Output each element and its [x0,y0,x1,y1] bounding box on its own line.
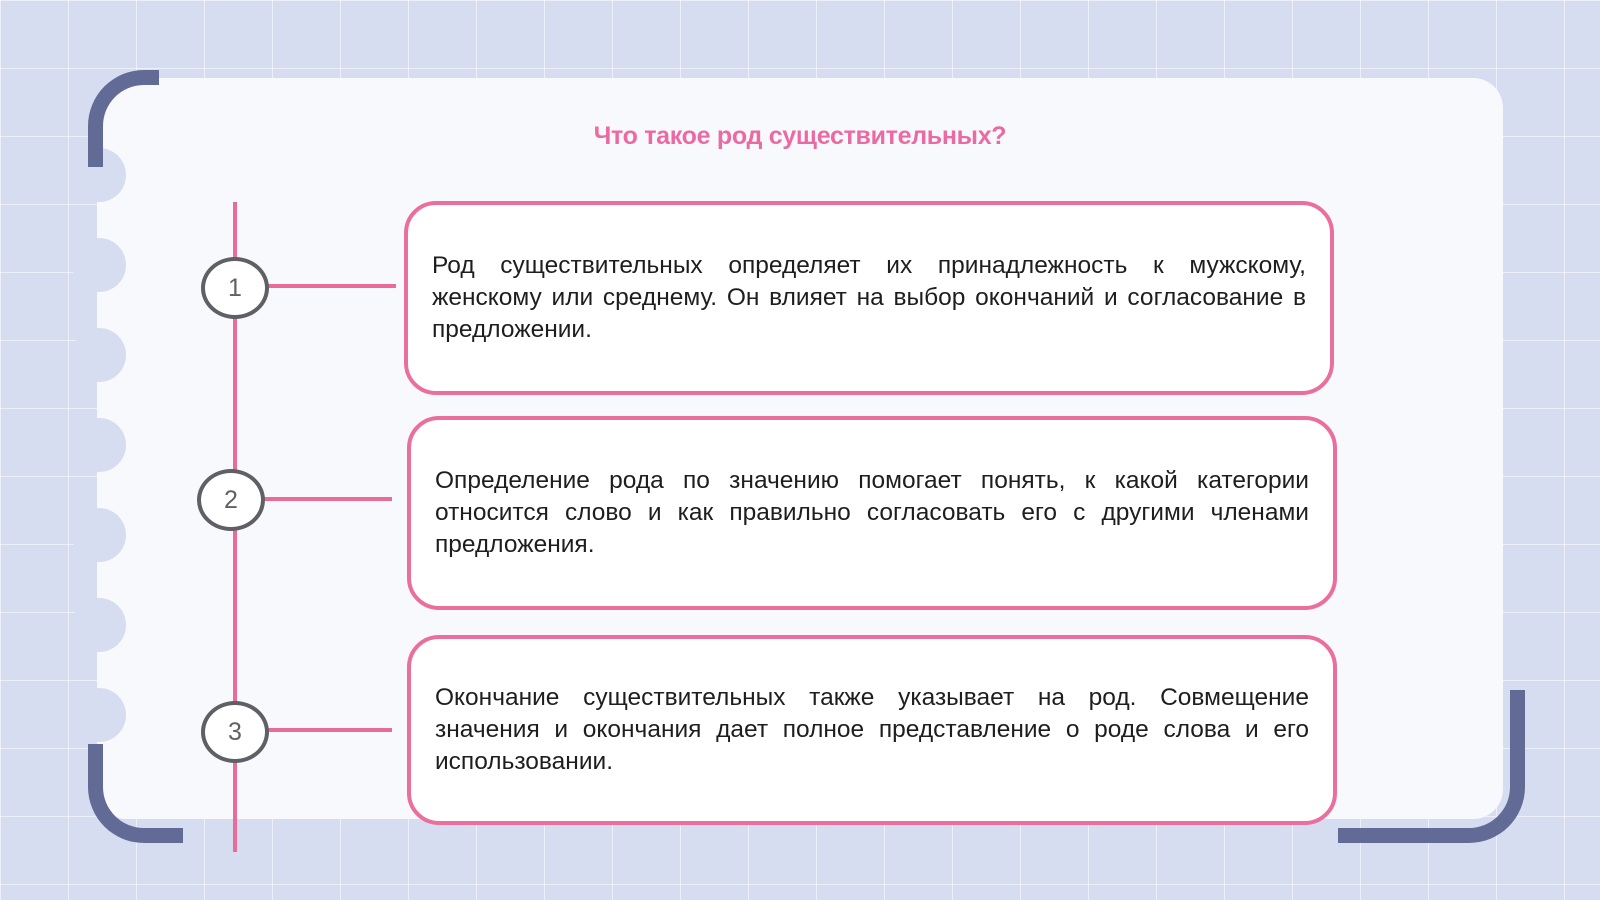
info-card-3 [407,635,1337,825]
sheet-scallop [72,418,126,472]
sheet-scallop [72,598,126,652]
info-card-text: Окончание существительных также указывает на род. Совмещение значения и окончания дает полное представление о роде слова и его использовании. [435,684,1309,775]
info-card-2 [407,416,1337,610]
sheet-scallop [72,688,126,742]
corner-bracket-bottom-left [88,744,183,843]
step-number-2: 2 [197,469,265,531]
page-title: Что такое род существительных? [593,122,1007,150]
info-card-1 [404,201,1334,395]
step-number-3: 3 [201,701,269,763]
sheet-scallop [72,328,126,382]
connector-line [264,497,392,501]
connector-line [268,728,392,732]
info-card-text: Определение рода по значению помогает понять, к какой категории относится слово и как правильно согласовать его с другими членами предложения. [435,467,1309,558]
sheet-scallop [72,238,126,292]
step-number-1: 1 [201,257,269,319]
corner-bracket-bottom-right [1338,690,1525,843]
info-card-text: Род существительных определяет их принадлежность к мужскому, женскому или среднему. Он влияет на выбор окончаний и согласование в предложении. [432,252,1306,343]
corner-bracket-top-left [88,70,159,167]
connector-line [268,284,396,288]
sheet-scallop [72,508,126,562]
